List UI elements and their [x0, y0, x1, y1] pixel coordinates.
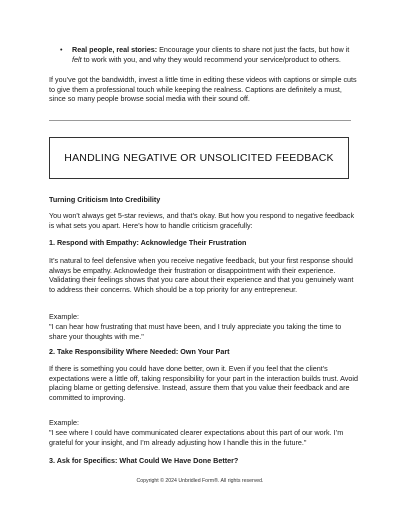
bullet-marker: • [60, 45, 63, 54]
bullet-text-part-1: Encourage your clients to share not just the facts, but how it [157, 45, 350, 54]
step-3-heading: 3. Ask for Specifics: What Could We Have Done Better? [49, 456, 239, 465]
bullet-text-part-2: to work with you, and why they would recommend your service/product to others. [81, 54, 341, 64]
step-2-heading: 2. Take Responsibility Where Needed: Own Your Part [49, 347, 230, 356]
bullet-text [72, 45, 357, 64]
footer-copyright: Copyright © 2024 Unbridled Form®. All rights reserved. [136, 478, 264, 484]
subheading-criticism: Turning Criticism Into Credibility [49, 195, 161, 204]
paragraph-video-editing: If you’ve got the bandwidth, invest a little time in editing these videos with captions or simple cuts to give them a professional touch while keeping the realness. Captions are definitely a must, since so many people browse social media with their sound off. [49, 75, 357, 104]
step-1-heading: 1. Respond with Empathy: Acknowledge Their Frustration [49, 238, 247, 247]
horizontal-divider [49, 120, 351, 121]
bullet-lead: Real people, real stories: [72, 45, 158, 54]
step-2-example-label: Example: [49, 418, 79, 427]
section-title: HANDLING NEGATIVE OR UNSOLICITED FEEDBACK [64, 152, 334, 164]
step-1-example-text: "I can hear how frustrating that must have been, and I truly appreciate you taking the time to share your thoughts with me." [49, 322, 342, 341]
step-2-body: If there is something you could have done better, own it. Even if you feel that the client’s expectations were a little off, taking responsibility for your part in the interaction builds trust. Avoid placing blame or getting defensive. Instead, assure them that you value their feedback and are committed to improving. [49, 364, 358, 402]
step-1-body: It’s natural to feel defensive when you receive negative feedback, but your first response should always be empathy. Acknowledge their frustration or disappointment with their experience. Validating their feelings shows that you care about their experience and that you genuinely want to address their concerns. Which should be a top priority for any entrepreneur. [49, 256, 354, 294]
step-1-example-label: Example: [49, 312, 79, 321]
bullet-emphasis: felt [72, 54, 82, 64]
step-2-example-text: "I see where I could have communicated clearer expectations about this part of our work. I’m grateful for your insight, and I’m already adjusting how I handle this in the future." [49, 428, 344, 447]
paragraph-intro: You won’t always get 5-star reviews, and that’s okay. But how you respond to negative feedback is what sets you apart. Here’s how to handle criticism gracefully: [49, 211, 355, 230]
section-title-box [49, 137, 349, 179]
